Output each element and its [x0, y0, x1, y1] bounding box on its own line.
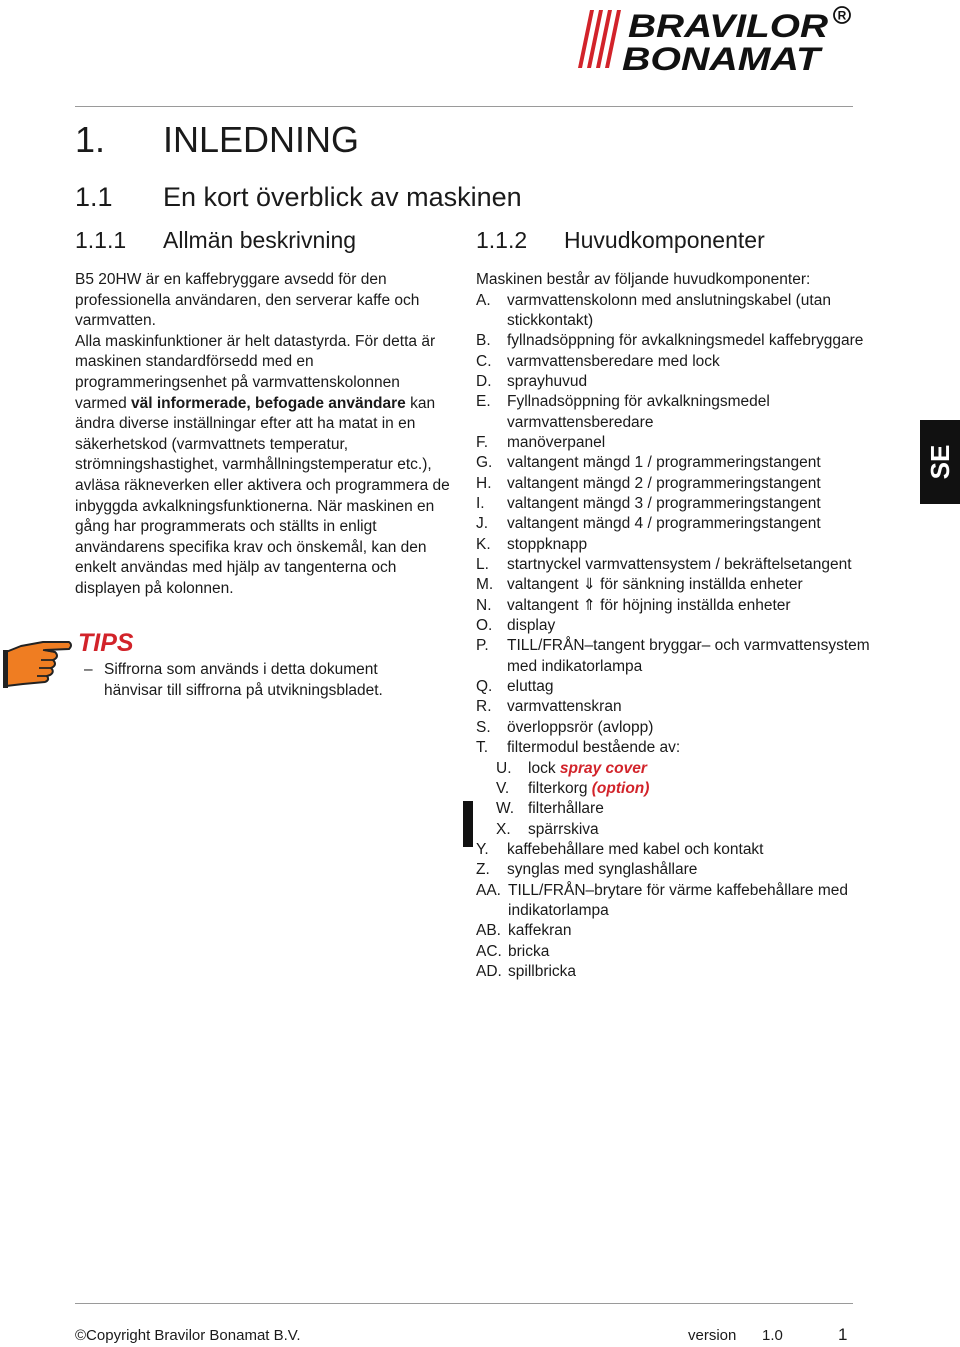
logo-wordmark: BRAVILOR — [628, 8, 828, 44]
registered-mark: R — [837, 8, 847, 23]
component-item — [476, 840, 876, 860]
component-text-wrap — [476, 372, 876, 392]
component-item — [476, 942, 876, 962]
component-text-wrap — [476, 535, 876, 555]
chapter-heading — [75, 118, 359, 162]
component-text: eluttag — [507, 678, 554, 696]
emphasis-text: väl informerade, befogade användare — [131, 394, 406, 412]
component-item — [476, 921, 876, 941]
component-text: valtangent mängd 2 / programmeringstangent — [507, 474, 821, 492]
header-rule — [75, 106, 853, 107]
component-text: stoppknapp — [507, 535, 588, 553]
component-label: AD. — [476, 962, 502, 980]
component-text-wrap — [476, 636, 876, 677]
component-text: display — [507, 617, 556, 635]
component-text-wrap — [476, 555, 876, 575]
component-text: valtangent mängd 3 / programmeringstangent — [507, 495, 821, 513]
component-label: Y. — [476, 840, 489, 858]
copyright: ©Copyright Bravilor Bonamat B.V. — [75, 1327, 301, 1344]
component-label: AB. — [476, 922, 501, 940]
section-number: 1.1 — [75, 182, 113, 212]
component-item — [476, 291, 876, 332]
pointing-hand-icon — [3, 630, 73, 694]
component-text: filtermodul bestående av: — [507, 739, 681, 757]
component-text-wrap — [476, 779, 876, 799]
component-text: TILL/FRÅN–tangent bryggar– och varmvattensystem med indikatorlampa — [507, 637, 870, 675]
component-text-wrap — [476, 881, 876, 922]
subsection-number: 1.1.1 — [75, 227, 127, 253]
component-text: fyllnadsöppning för avkalkningsmedel kaffebryggare — [507, 332, 864, 350]
component-item — [476, 474, 876, 494]
component-label: W. — [496, 800, 515, 818]
component-item — [476, 860, 876, 880]
component-item — [476, 596, 876, 616]
component-label: E. — [476, 393, 491, 411]
component-text-wrap — [476, 474, 876, 494]
subsection-number: 1.1.2 — [476, 227, 528, 253]
chapter-number: 1. — [75, 119, 106, 160]
component-text-wrap — [476, 433, 876, 453]
component-label: M. — [476, 576, 494, 594]
component-item — [476, 718, 876, 738]
component-text: varmvattenskolonn med anslutningskabel (utan stickkontakt) — [507, 291, 831, 329]
component-label: Z. — [476, 861, 490, 879]
tips-text: Siffrorna som används i detta dokument hänvisar till siffrorna på utvikningsbladet. — [104, 661, 383, 699]
component-text: sprayhuvud — [507, 372, 588, 390]
component-text-wrap — [476, 575, 876, 595]
component-item — [476, 494, 876, 514]
component-label: K. — [476, 535, 491, 553]
language-tab — [920, 420, 960, 504]
component-label: C. — [476, 352, 492, 370]
section-heading — [75, 180, 522, 214]
component-text-wrap — [476, 840, 876, 860]
component-item — [476, 575, 876, 595]
component-text-wrap — [476, 942, 876, 962]
component-text-wrap — [476, 759, 876, 779]
component-note: spray cover — [559, 759, 647, 777]
component-label: R. — [476, 698, 492, 716]
component-text: valtangent mängd 1 / programmeringstangent — [507, 454, 821, 472]
component-text: varmvattenskran — [507, 698, 622, 716]
component-label: U. — [496, 759, 512, 777]
component-item — [476, 352, 876, 372]
component-text: överloppsrör (avlopp) — [507, 718, 654, 736]
component-text-wrap — [476, 738, 876, 758]
chapter-title: INLEDNING — [163, 119, 360, 160]
component-item — [476, 697, 876, 717]
component-text-wrap — [476, 677, 876, 697]
component-label: D. — [476, 372, 492, 390]
component-item — [476, 392, 876, 433]
component-text: TILL/FRÅN–brytare för värme kaffebehållare med indikatorlampa — [508, 881, 849, 919]
subsection-title: Allmän beskrivning — [163, 227, 357, 253]
component-item — [476, 331, 876, 351]
component-text-wrap — [476, 596, 876, 616]
component-text: varmvattensberedare med lock — [507, 352, 720, 370]
component-label: Q. — [476, 678, 493, 696]
component-label: S. — [476, 718, 491, 736]
component-text: spillbricka — [508, 962, 577, 980]
component-text: lock — [528, 759, 556, 777]
component-item — [476, 636, 876, 677]
general-description — [75, 270, 455, 600]
component-text-wrap — [476, 392, 876, 433]
version-label: version — [688, 1327, 737, 1344]
component-text: filterkorg — [528, 779, 588, 797]
logo-wordmark: BONAMAT — [622, 41, 824, 74]
tips-bullet: – — [84, 661, 93, 678]
component-text-wrap — [476, 453, 876, 473]
component-item — [476, 372, 876, 392]
change-bar — [463, 801, 473, 847]
component-text: filterhållare — [528, 800, 604, 818]
component-item — [476, 738, 876, 758]
version-number: 1.0 — [762, 1327, 783, 1344]
component-label: L. — [476, 556, 489, 574]
subsection-heading-general — [75, 225, 356, 255]
component-label: I. — [476, 495, 485, 513]
component-item — [476, 514, 876, 534]
component-item — [476, 453, 876, 473]
component-item — [476, 881, 876, 922]
component-item — [476, 759, 876, 779]
component-text: Fyllnadsöppning för avkalkningsmedel varmvattensberedare — [507, 393, 770, 431]
component-text: valtangent mängd 4 / programmeringstangent — [507, 515, 821, 533]
component-text-wrap — [476, 860, 876, 880]
component-label: B. — [476, 332, 491, 350]
language-tab-label: SE — [925, 444, 955, 480]
component-text: valtangent ⇑ för höjning inställda enheter — [507, 596, 791, 614]
component-label: X. — [496, 820, 511, 838]
component-text-wrap — [476, 820, 876, 840]
component-label: G. — [476, 454, 493, 472]
component-item — [476, 433, 876, 453]
component-text: synglas med synglashållare — [507, 861, 698, 879]
component-text-wrap — [476, 291, 876, 332]
component-text: kaffebehållare med kabel och kontakt — [507, 840, 764, 858]
component-text: bricka — [508, 942, 550, 960]
component-item — [476, 779, 876, 799]
component-text-wrap — [476, 921, 876, 941]
component-text-wrap — [476, 494, 876, 514]
component-text-wrap — [476, 514, 876, 534]
component-label: F. — [476, 434, 489, 451]
component-label: AC. — [476, 942, 502, 960]
bravilor-bonamat-logo — [570, 4, 860, 74]
component-text: spärrskiva — [528, 820, 599, 838]
description-paragraph-1: B5 20HW är en kaffebryggare avsedd för den professionella användaren, den serverar kaffe och varmvatten. — [75, 271, 420, 330]
component-label: V. — [496, 779, 510, 797]
footer-rule — [75, 1303, 853, 1304]
component-label: P. — [476, 637, 489, 655]
component-text-wrap — [476, 718, 876, 738]
component-item — [476, 616, 876, 636]
component-item — [476, 677, 876, 697]
component-item — [476, 799, 876, 819]
component-label: N. — [476, 596, 492, 614]
subsection-title: Huvudkomponenter — [564, 227, 765, 253]
components-list — [476, 291, 876, 983]
component-text: valtangent ⇓ för sänkning inställda enheter — [507, 576, 803, 594]
component-text-wrap — [476, 799, 876, 819]
component-item — [476, 555, 876, 575]
component-label: A. — [476, 291, 491, 309]
components-intro: Maskinen består av följande huvudkomponenter: — [476, 271, 811, 288]
component-item — [476, 820, 876, 840]
component-label: O. — [476, 617, 493, 635]
component-label: H. — [476, 474, 492, 492]
component-text: startnyckel varmvattensystem / bekräftelsetangent — [507, 556, 852, 574]
component-note: (option) — [591, 779, 650, 797]
component-item — [476, 962, 876, 982]
component-text-wrap — [476, 697, 876, 717]
component-text-wrap — [476, 616, 876, 636]
component-label: J. — [476, 515, 489, 533]
component-text: kaffekran — [508, 922, 572, 940]
component-text-wrap — [476, 352, 876, 372]
description-paragraph-2: Alla maskinfunktioner är helt datastyrda. För detta är maskinen standardförsedd med en programmeringsenhet på varmvattenskolonnen varmed väl informerade, befogade användare kan ändra diverse inställningar efter att ha matat in en säkerhetskod (varmvattnets temperatur, strömningshastighet, varmhållningstemperatur etc.), avläsa räkneverken eller aktivera och programmera de inbyggda avkalkningsfunktionerna. När maskinen en gång har programmerats och ställts in enligt användarens specifika krav och önskemål, kan den enkelt användas med hjälp av tangenterna och displayen på kolonnen. — [75, 332, 450, 597]
tips-title: TIPS — [78, 629, 134, 657]
section-title: En kort överblick av maskinen — [163, 182, 522, 212]
component-item — [476, 535, 876, 555]
page-number: 1 — [838, 1325, 848, 1344]
component-text: manöverpanel — [507, 434, 606, 451]
component-text-wrap — [476, 962, 876, 982]
component-label: T. — [476, 739, 489, 757]
subsection-heading-components — [476, 225, 765, 255]
component-text-wrap — [476, 331, 876, 351]
component-label: AA. — [476, 881, 501, 899]
